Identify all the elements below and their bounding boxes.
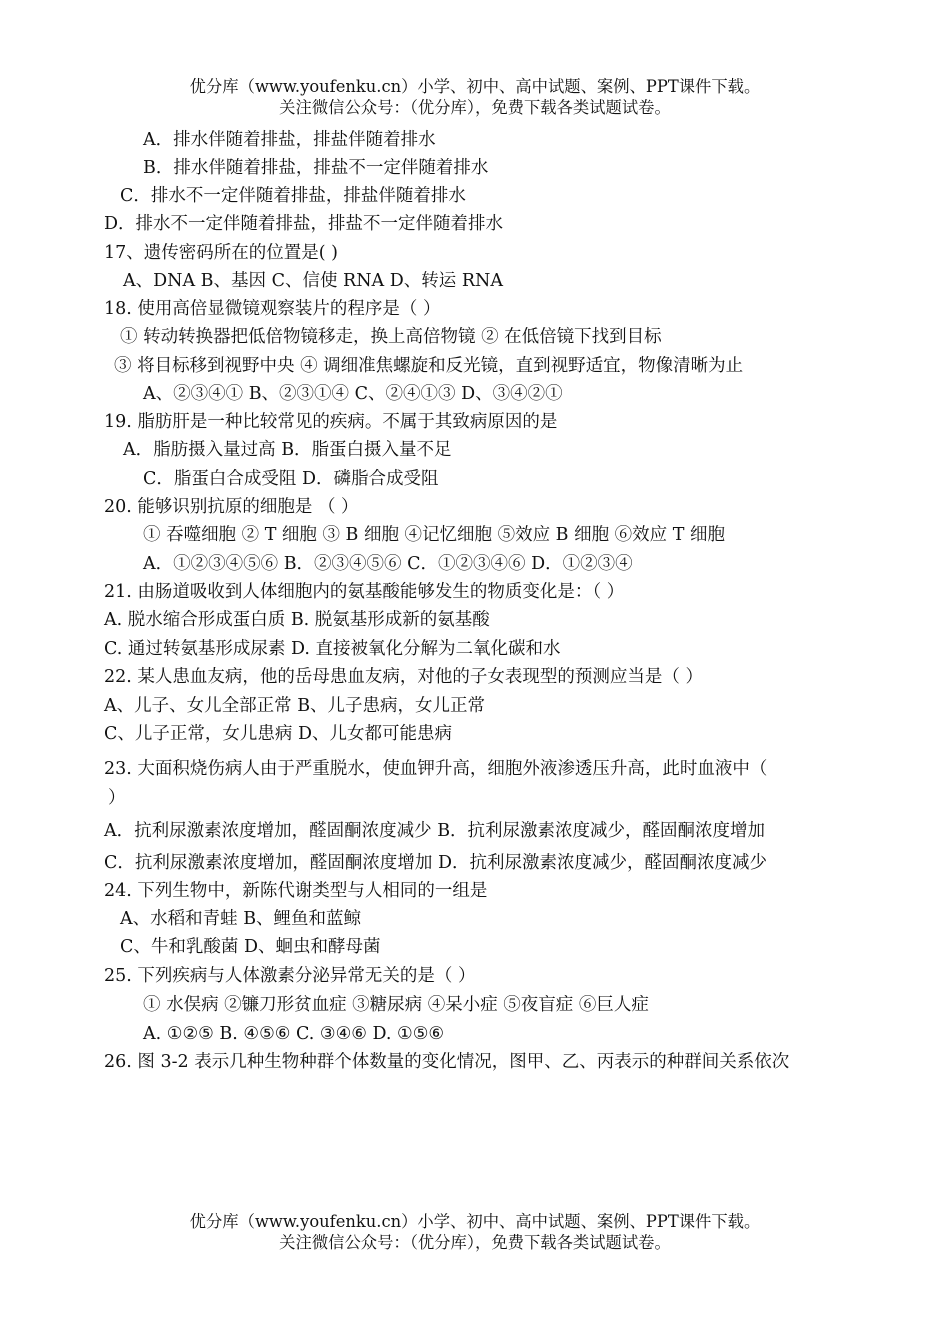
q17-stem: 17、遗传密码所在的位置是( ) [104,243,338,263]
q20-items: ① 吞噬细胞 ② T 细胞 ③ B 细胞 ④记忆细胞 ⑤效应 B 细胞 ⑥效应 T 细胞 [143,525,725,545]
q16-option-a: A．排水伴随着排盐，排盐伴随着排水 [143,130,436,150]
header-line-1: 优分库（www.youfenku.cn）小学、初中、高中试题、案例、PPT课件下载。 [189,77,761,96]
q20-options: A．①②③④⑤⑥ B．②③④⑤⑥ C．①②③④⑥ D．①②③④ [143,554,633,574]
q23-options-cd: C．抗利尿激素浓度增加，醛固酮浓度增加 D．抗利尿激素浓度减少，醛固酮浓度减少 [104,853,767,873]
q19-options-ab: A．脂肪摄入量过高 B．脂蛋白摄入量不足 [123,440,452,460]
q21-stem: 21. 由肠道吸收到人体细胞内的氨基酸能够发生的物质变化是：（ ） [104,582,625,602]
q23-stem: 23. 大面积烧伤病人由于严重脱水，使血钾升高，细胞外液渗透压升高，此时血液中（ [104,759,768,779]
q22-stem: 22. 某人患血友病，他的岳母患血友病，对他的子女表现型的预测应当是（ ） [104,667,703,687]
q26-stem: 26. 图 3-2 表示几种生物种群个体数量的变化情况，图甲、乙、丙表示的种群间关系依次 [104,1052,790,1072]
q21-options-ab: A. 脱水缩合形成蛋白质 B. 脱氨基形成新的氨基酸 [104,610,490,630]
q16-option-d: D．排水不一定伴随着排盐，排盐不一定伴随着排水 [104,214,504,234]
q25-stem: 25. 下列疾病与人体激素分泌异常无关的是（ ） [104,966,476,986]
q22-options-cd: C、儿子正常，女儿患病 D、儿女都可能患病 [104,724,452,744]
q22-options-ab: A、儿子、女儿全部正常 B、儿子患病，女儿正常 [104,696,486,716]
q17-options: A、DNA B、基因 C、信使 RNA D、转运 RNA [123,271,503,291]
q23-options-ab: A．抗利尿激素浓度增加，醛固酮浓度减少 B．抗利尿激素浓度减少，醛固酮浓度增加 [104,821,766,841]
q16-option-b: B．排水伴随着排盐，排盐不一定伴随着排水 [143,158,489,178]
page-footer [0,1211,950,1253]
q18-stem: 18. 使用高倍显微镜观察装片的程序是（ ） [104,299,441,319]
footer-line-1: 优分库（www.youfenku.cn）小学、初中、高中试题、案例、PPT课件下载。 [189,1212,761,1231]
q25-options: A. ①②⑤ B. ④⑤⑥ C. ③④⑥ D. ①⑤⑥ [143,1024,445,1044]
q19-stem: 19. 脂肪肝是一种比较常见的疾病。不属于其致病原因的是 [104,412,558,432]
q18-steps-2: ③ 将目标移到视野中央 ④ 调细准焦螺旋和反光镜，直到视野适宜，物像清晰为止 [114,356,744,376]
q20-stem: 20. 能够识别抗原的细胞是 （ ） [104,497,359,517]
q24-options-ab: A、水稻和青蛙 B、鲤鱼和蓝鲸 [120,909,362,929]
q21-options-cd: C. 通过转氨基形成尿素 D. 直接被氧化分解为二氧化碳和水 [104,639,561,659]
q19-options-cd: C．脂蛋白合成受阻 D．磷脂合成受阻 [143,469,439,489]
q23-stem-paren: ） [108,788,126,808]
q24-stem: 24. 下列生物中，新陈代谢类型与人相同的一组是 [104,881,488,901]
q25-items: ① 水俣病 ②镰刀形贫血症 ③糖尿病 ④呆小症 ⑤夜盲症 ⑥巨人症 [143,995,649,1015]
header-line-2: 关注微信公众号：（优分库），免费下载各类试题试卷。 [279,98,671,117]
q16-option-c: C．排水不一定伴随着排盐，排盐伴随着排水 [120,186,466,206]
footer-line-2: 关注微信公众号：（优分库），免费下载各类试题试卷。 [279,1233,671,1252]
q18-options: A、②③④① B、②③①④ C、②④①③ D、③④②① [143,384,563,404]
q24-options-cd: C、牛和乳酸菌 D、蛔虫和酵母菌 [120,937,381,957]
page-header [0,76,950,118]
q18-steps-1: ① 转动转换器把低倍物镜移走，换上高倍物镜 ② 在低倍镜下找到目标 [120,327,662,347]
